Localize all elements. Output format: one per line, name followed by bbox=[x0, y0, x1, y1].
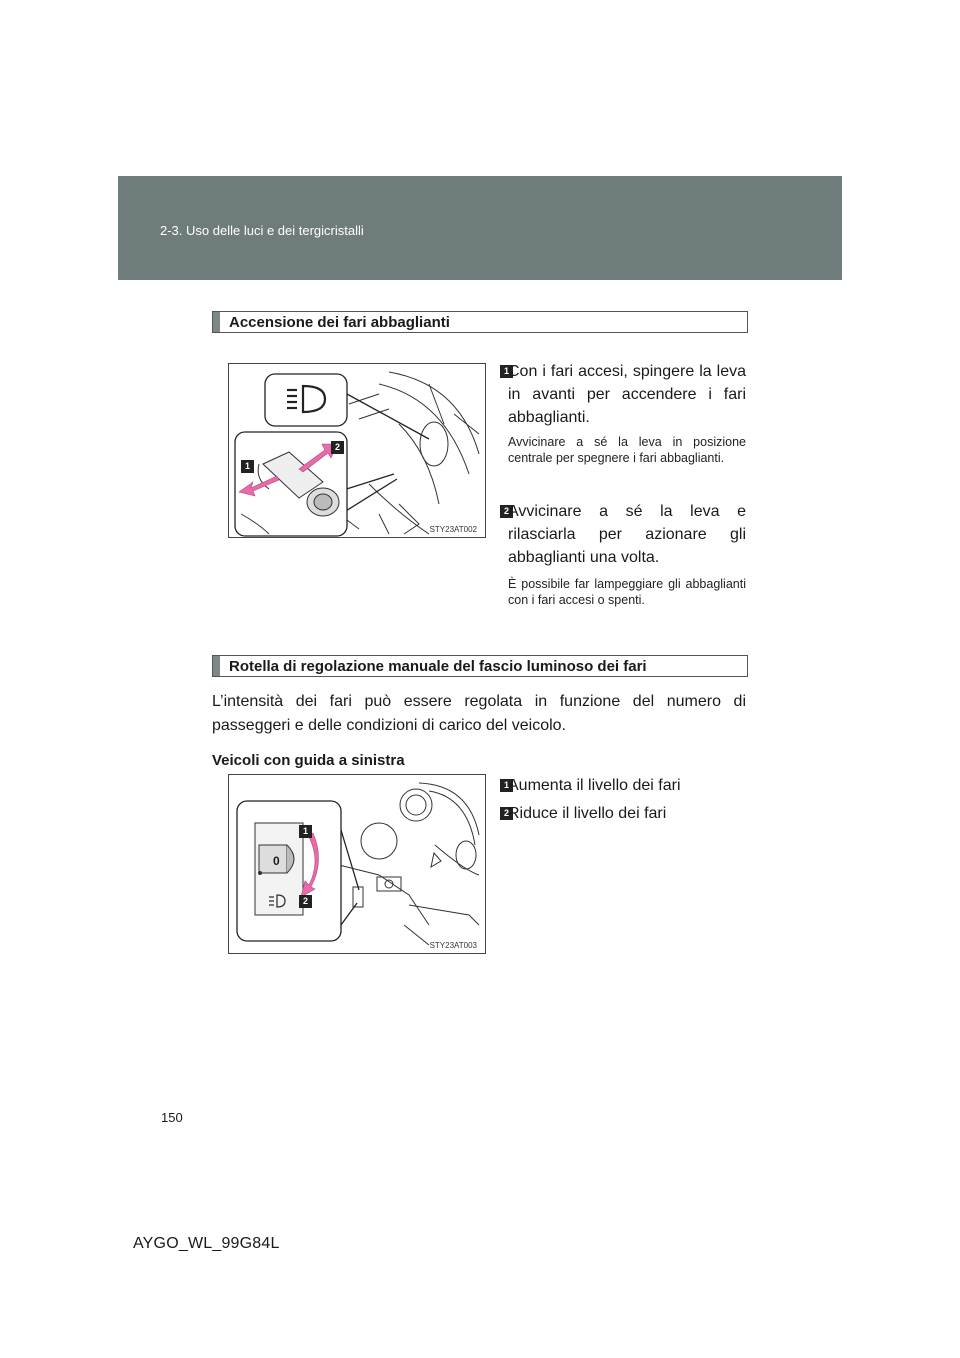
step-text: Aumenta il livello dei fari bbox=[508, 777, 681, 794]
figure-code: STY23AT003 bbox=[429, 941, 477, 950]
figure-badge-2: 2 bbox=[331, 441, 344, 454]
step-number-badge: 2 bbox=[500, 505, 513, 518]
lever-illustration bbox=[229, 364, 486, 538]
step-text: Avvicinare a sé la leva e rilasciarla per azionare gli abbaglianti una volta. bbox=[508, 503, 746, 566]
dial-zero-label: 0 bbox=[273, 854, 280, 868]
document-code: AYGO_WL_99G84L bbox=[133, 1235, 280, 1252]
figure-badge-2: 2 bbox=[299, 895, 312, 908]
breadcrumb: 2-3. Uso delle luci e dei tergicristalli bbox=[160, 223, 364, 238]
section-title-text: Rotella di regolazione manuale del fascio luminoso dei fari bbox=[229, 658, 647, 675]
figure-badge-1: 1 bbox=[241, 460, 254, 473]
step-number-badge: 1 bbox=[500, 779, 513, 792]
step-1-note: Avvicinare a sé la leva in posizione centrale per spegnere i fari abbaglianti. bbox=[508, 435, 746, 465]
figure-leveling-dial bbox=[228, 774, 486, 954]
chapter-header bbox=[118, 176, 842, 280]
section-title-beam-level bbox=[212, 655, 748, 677]
step-number-badge: 2 bbox=[500, 807, 513, 820]
section-title-high-beam bbox=[212, 311, 748, 333]
step-text: Con i fari accesi, spingere la leva in avanti per accendere i fari abbaglianti. bbox=[508, 363, 746, 426]
page-number: 150 bbox=[161, 1110, 183, 1125]
step-number-badge: 1 bbox=[500, 365, 513, 378]
intro-paragraph: L’intensità dei fari può essere regolata in funzione del numero di passeggeri e delle condizioni di carico del veicolo. bbox=[212, 693, 746, 734]
step-2-note: È possibile far lampeggiare gli abbaglianti con i fari accesi o spenti. bbox=[508, 577, 746, 607]
figure-badge-1: 1 bbox=[299, 825, 312, 838]
figure-code: STY23AT002 bbox=[429, 525, 477, 534]
section-title-text: Accensione dei fari abbaglianti bbox=[229, 314, 450, 331]
dial-illustration bbox=[229, 775, 486, 954]
figure-high-beam-lever bbox=[228, 363, 486, 538]
step-text: Riduce il livello dei fari bbox=[508, 805, 667, 822]
vehicle-subhead: Veicoli con guida a sinistra bbox=[212, 752, 405, 769]
